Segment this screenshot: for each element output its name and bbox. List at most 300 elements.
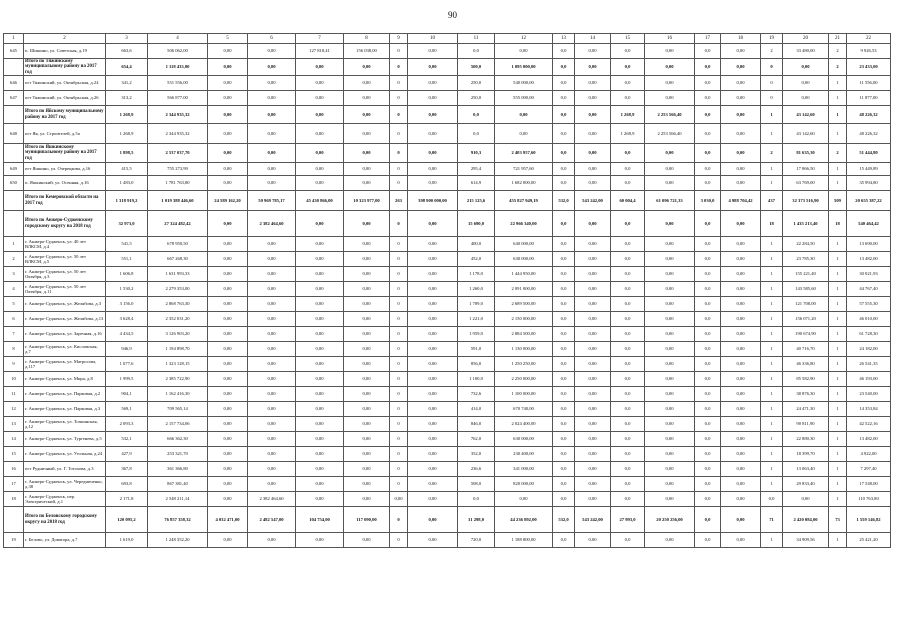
table-row bbox=[4, 91, 891, 106]
table-cell: 2 344 935,32 bbox=[148, 124, 208, 144]
table-cell: 1 559 146,82 bbox=[847, 507, 891, 533]
table-cell: 46 193,00 bbox=[847, 372, 891, 387]
table-cell: 0,00 bbox=[495, 124, 553, 144]
table-cell: 0,00 bbox=[248, 252, 296, 267]
table-cell: 0,00 bbox=[575, 44, 611, 59]
table-row bbox=[4, 533, 891, 548]
table-cell: 0,0 bbox=[611, 462, 645, 477]
column-number: 22 bbox=[847, 34, 891, 44]
table-cell: 1 bbox=[829, 492, 847, 507]
table-cell bbox=[4, 191, 24, 211]
table-cell: 0,00 bbox=[296, 144, 344, 163]
address-cell: пгт Тяжинский, ул. Октябрьская, д.24 bbox=[24, 76, 106, 91]
table-cell: 10 bbox=[4, 372, 24, 387]
table-cell: 0,00 bbox=[645, 282, 695, 297]
table-cell: 0,0 bbox=[553, 357, 575, 372]
table-cell: 0,00 bbox=[296, 447, 344, 462]
table-cell: 0 bbox=[390, 432, 408, 447]
table-cell: 532,1 bbox=[106, 432, 148, 447]
table-cell: 1 631 993,33 bbox=[148, 267, 208, 282]
table-cell: 0,00 bbox=[575, 387, 611, 402]
table-cell: 0,00 bbox=[344, 387, 390, 402]
table-cell: 1 188 800,00 bbox=[495, 533, 553, 548]
table-cell: 0,0 bbox=[553, 252, 575, 267]
table-cell: 13 690,00 bbox=[847, 237, 891, 252]
table-cell bbox=[4, 106, 24, 124]
table-cell: 1 959,0 bbox=[458, 327, 495, 342]
table-cell: 0,00 bbox=[344, 312, 390, 327]
column-number: 20 bbox=[783, 34, 829, 44]
table-cell: 0,00 bbox=[408, 372, 458, 387]
table-cell: 0,00 bbox=[575, 176, 611, 191]
table-cell: 666 362,30 bbox=[148, 432, 208, 447]
address-cell: п. Шишино, ул. Советская, д.19 bbox=[24, 44, 106, 59]
table-cell: 0,0 bbox=[695, 163, 721, 176]
table-cell: 0,00 bbox=[208, 327, 248, 342]
table-cell: 650 bbox=[4, 176, 24, 191]
table-cell: 73 bbox=[829, 507, 847, 533]
table-cell: 0,00 bbox=[408, 447, 458, 462]
table-cell: 0,00 bbox=[575, 357, 611, 372]
table-cell: 0,0 bbox=[553, 144, 575, 163]
table-cell: 0 bbox=[390, 447, 408, 462]
table-cell: 0,0 bbox=[695, 76, 721, 91]
table-cell: 0,00 bbox=[248, 124, 296, 144]
table-cell: 0,0 bbox=[611, 282, 645, 297]
column-number: 4 bbox=[148, 34, 208, 44]
table-cell: 0,00 bbox=[408, 432, 458, 447]
table-cell: 0,00 bbox=[783, 76, 829, 91]
table-cell: 0,0 bbox=[553, 44, 575, 59]
table-cell: 0,00 bbox=[721, 417, 761, 432]
table-cell: 2 403 957,60 bbox=[495, 144, 553, 163]
table-cell: 0,00 bbox=[645, 252, 695, 267]
table-cell: 30 021,93 bbox=[847, 267, 891, 282]
table-cell: 0,0 bbox=[695, 44, 721, 59]
table-cell: 0,00 bbox=[248, 106, 296, 124]
table-cell: 3 030,0 bbox=[695, 191, 721, 211]
table-cell: 0,00 bbox=[344, 357, 390, 372]
table-cell: 0,00 bbox=[344, 144, 390, 163]
column-number: 15 bbox=[611, 34, 645, 44]
table-cell: 15 bbox=[4, 447, 24, 462]
table-cell: 0 bbox=[390, 76, 408, 91]
table-cell: 0 bbox=[390, 462, 408, 477]
table-cell: 0,0 bbox=[695, 211, 721, 237]
table-cell: 2 157 734,06 bbox=[148, 417, 208, 432]
table-cell: 755 273,99 bbox=[148, 163, 208, 176]
table-cell: 0,00 bbox=[208, 533, 248, 548]
table-cell: 0,00 bbox=[208, 312, 248, 327]
table-cell: 3 bbox=[4, 267, 24, 282]
table-cell: 0,00 bbox=[248, 282, 296, 297]
table-cell: 0,00 bbox=[208, 76, 248, 91]
table-cell: 31 298,0 bbox=[458, 507, 495, 533]
table-cell: 1 bbox=[761, 252, 783, 267]
table-cell: 0,00 bbox=[408, 312, 458, 327]
table-cell: 0,00 bbox=[495, 106, 553, 124]
table-cell: 8 bbox=[4, 342, 24, 357]
table-cell: 0,00 bbox=[248, 91, 296, 106]
table-cell: 230 400,00 bbox=[495, 447, 553, 462]
table-cell: 42 522,16 bbox=[847, 417, 891, 432]
table-cell: 946,9 bbox=[106, 342, 148, 357]
table-cell: 0,00 bbox=[408, 91, 458, 106]
table-cell: 19 bbox=[4, 533, 24, 548]
address-cell: г. Анжеро-Судженск, ул. Чередниченко, д.38 bbox=[24, 477, 106, 492]
table-cell: 18 bbox=[761, 211, 783, 237]
table-cell: 0,00 bbox=[721, 282, 761, 297]
table-cell: 0,00 bbox=[575, 297, 611, 312]
address-cell: Итого по Кемеровской области на 2017 год bbox=[24, 191, 106, 211]
table-cell: 0 bbox=[390, 417, 408, 432]
table-cell: 0,00 bbox=[208, 417, 248, 432]
table-cell: 2 bbox=[4, 252, 24, 267]
table-cell: 1 268,9 bbox=[611, 106, 645, 124]
address-cell: Итого по Яшкинскому муниципальному району на 2017 год bbox=[24, 144, 106, 163]
table-cell: 1 bbox=[761, 447, 783, 462]
table-cell: 45 430 866,00 bbox=[296, 191, 344, 211]
table-cell: 0,00 bbox=[408, 477, 458, 492]
table-cell: 0,0 bbox=[553, 327, 575, 342]
table-cell: 0,00 bbox=[208, 163, 248, 176]
address-cell: г. Анжеро-Судженск, ул. 50 лет ВЛКСМ, д.5 bbox=[24, 252, 106, 267]
table-cell: 250,0 bbox=[458, 76, 495, 91]
table-cell: 0 bbox=[390, 163, 408, 176]
table-cell: 0,00 bbox=[783, 91, 829, 106]
table-cell: 81 635,30 bbox=[783, 144, 829, 163]
table-cell: 506 062,00 bbox=[148, 44, 208, 59]
table-cell: 0,0 bbox=[553, 237, 575, 252]
address-cell: пгт Яя, ул. Строителей, д.5а bbox=[24, 124, 106, 144]
table-cell: 0,0 bbox=[695, 402, 721, 417]
table-cell: 0 bbox=[390, 252, 408, 267]
table-cell: 0,00 bbox=[296, 124, 344, 144]
table-cell: 0,00 bbox=[408, 76, 458, 91]
table-row bbox=[4, 237, 891, 252]
table-cell: 0,00 bbox=[344, 447, 390, 462]
table-cell: 0,0 bbox=[611, 447, 645, 462]
table-cell: 20 250 256,00 bbox=[645, 507, 695, 533]
table-cell: 1 118 433,00 bbox=[148, 59, 208, 76]
table-cell: 654,4 bbox=[106, 59, 148, 76]
table-cell: 0,0 bbox=[553, 417, 575, 432]
table-cell: 0,0 bbox=[695, 312, 721, 327]
column-number: 8 bbox=[344, 34, 390, 44]
table-cell: 4 032 471,00 bbox=[208, 507, 248, 533]
table-cell: 1 bbox=[829, 447, 847, 462]
table-cell: 904,1 bbox=[106, 387, 148, 402]
address-cell: г. Анжеро-Судженск, ул. Желябова, д.13 bbox=[24, 312, 106, 327]
table-cell: 0,00 bbox=[344, 297, 390, 312]
table-cell: 1 bbox=[4, 237, 24, 252]
table-cell: 0,00 bbox=[248, 176, 296, 191]
table-cell: 71 bbox=[761, 507, 783, 533]
table-cell: 0,00 bbox=[208, 297, 248, 312]
table-cell: 1 530,2 bbox=[106, 282, 148, 297]
table-cell: 1 bbox=[829, 477, 847, 492]
table-cell: 17 866,50 bbox=[783, 163, 829, 176]
table-cell: 0,00 bbox=[408, 252, 458, 267]
table-cell: 1 bbox=[761, 176, 783, 191]
table-cell: 27 324 482,42 bbox=[148, 211, 208, 237]
table-cell: 32 973,0 bbox=[106, 211, 148, 237]
table-row bbox=[4, 492, 891, 507]
table-cell: 551,1 bbox=[106, 252, 148, 267]
table-cell: 0,0 bbox=[695, 327, 721, 342]
table-cell: 0,0 bbox=[611, 297, 645, 312]
table-cell: 2 253 566,40 bbox=[645, 106, 695, 124]
table-cell: 0,00 bbox=[721, 144, 761, 163]
table-cell: 0,00 bbox=[344, 417, 390, 432]
table-cell: 0,00 bbox=[408, 507, 458, 533]
table-row bbox=[4, 252, 891, 267]
table-cell: 452,0 bbox=[458, 252, 495, 267]
table-cell: 543 242,00 bbox=[575, 191, 611, 211]
table-cell: 1 178,0 bbox=[458, 267, 495, 282]
table-cell: 0,00 bbox=[575, 267, 611, 282]
table-cell: 367,8 bbox=[106, 462, 148, 477]
table-cell: 0,0 bbox=[695, 144, 721, 163]
table-cell: 1 bbox=[761, 417, 783, 432]
table-cell: 0,0 bbox=[611, 492, 645, 507]
table-cell: 0,00 bbox=[575, 163, 611, 176]
table-row bbox=[4, 76, 891, 91]
table-cell: 0,00 bbox=[575, 106, 611, 124]
table-cell: 23 433,00 bbox=[847, 59, 891, 76]
table-cell: 0,0 bbox=[458, 492, 495, 507]
table-row bbox=[4, 402, 891, 417]
table-cell: 0,00 bbox=[721, 372, 761, 387]
table-cell: 910,3 bbox=[458, 144, 495, 163]
table-cell: 143 585,60 bbox=[783, 282, 829, 297]
table-cell: 0,0 bbox=[553, 297, 575, 312]
table-cell: 1 bbox=[761, 297, 783, 312]
table-cell: 0,00 bbox=[408, 533, 458, 548]
table-cell: 0,00 bbox=[296, 237, 344, 252]
table-cell: 20 655 387,22 bbox=[847, 191, 891, 211]
address-cell: п. Яшкинский, ул. Осенняя, д.16 bbox=[24, 176, 106, 191]
table-cell: 0,00 bbox=[721, 462, 761, 477]
table-cell: 0,00 bbox=[248, 372, 296, 387]
table-cell: 0,00 bbox=[296, 372, 344, 387]
table-cell: 1 bbox=[761, 282, 783, 297]
table-cell: 17 548,00 bbox=[847, 477, 891, 492]
table-cell: 0,00 bbox=[248, 432, 296, 447]
table-cell: 0,00 bbox=[248, 477, 296, 492]
table-cell: 0,00 bbox=[208, 211, 248, 237]
table-cell: 0,00 bbox=[721, 492, 761, 507]
table-cell: 0,0 bbox=[553, 106, 575, 124]
table-cell: 0,0 bbox=[695, 267, 721, 282]
column-number: 2 bbox=[24, 34, 106, 44]
table-cell: 23 540,00 bbox=[847, 387, 891, 402]
table-cell: 0,0 bbox=[695, 417, 721, 432]
table-cell: 0,00 bbox=[575, 282, 611, 297]
table-cell: 0,00 bbox=[645, 462, 695, 477]
table-cell: 0,00 bbox=[645, 492, 695, 507]
table-cell: 0,00 bbox=[721, 91, 761, 106]
table-row bbox=[4, 163, 891, 176]
table-cell: 2 382 464,60 bbox=[248, 492, 296, 507]
table-cell: 0,00 bbox=[721, 44, 761, 59]
table-cell: 0,0 bbox=[695, 297, 721, 312]
table-cell: 0,00 bbox=[721, 312, 761, 327]
address-cell: г. Белово, ул. Доватора, д.7 bbox=[24, 533, 106, 548]
table-cell: 0,00 bbox=[344, 176, 390, 191]
table-cell: 398 900 000,00 bbox=[408, 191, 458, 211]
table-cell: 0,00 bbox=[208, 357, 248, 372]
table-cell: 0,00 bbox=[248, 402, 296, 417]
table-cell: 0,00 bbox=[344, 372, 390, 387]
table-cell: 0,0 bbox=[553, 211, 575, 237]
table-cell: 24 471,30 bbox=[783, 402, 829, 417]
table-cell: 2 bbox=[829, 44, 847, 59]
table-cell: 0,00 bbox=[575, 144, 611, 163]
table-cell: 0,00 bbox=[575, 124, 611, 144]
table-cell: 16 bbox=[4, 462, 24, 477]
table-cell: 0,0 bbox=[611, 402, 645, 417]
column-number: 14 bbox=[575, 34, 611, 44]
table-cell: 0 bbox=[761, 91, 783, 106]
table-cell: 1 bbox=[761, 357, 783, 372]
table-cell: 0,00 bbox=[248, 447, 296, 462]
table-cell: 0 bbox=[390, 106, 408, 124]
table-cell: 33 480,00 bbox=[783, 44, 829, 59]
table-cell: 400,0 bbox=[458, 237, 495, 252]
table-cell: 0,00 bbox=[248, 163, 296, 176]
table-cell: 0,0 bbox=[695, 432, 721, 447]
table-cell: 1 bbox=[829, 327, 847, 342]
table-cell: 709 565,14 bbox=[148, 402, 208, 417]
address-cell: Итого по Беловскому городскому округу на 2018 год bbox=[24, 507, 106, 533]
table-cell: 0,00 bbox=[296, 59, 344, 76]
table-cell: 1 999,5 bbox=[106, 372, 148, 387]
table-cell: 1 444 950,00 bbox=[495, 267, 553, 282]
table-cell: 569,1 bbox=[106, 402, 148, 417]
table-cell: 0,00 bbox=[645, 417, 695, 432]
table-cell: 0,00 bbox=[721, 357, 761, 372]
table-cell: 0,00 bbox=[344, 402, 390, 417]
table-cell: 2 093,3 bbox=[106, 417, 148, 432]
table-cell: 0,00 bbox=[721, 477, 761, 492]
table-cell: 1 323 128,15 bbox=[148, 357, 208, 372]
table-cell: 1 483,0 bbox=[106, 176, 148, 191]
table-cell: 0,0 bbox=[553, 342, 575, 357]
table-cell: 0,00 bbox=[296, 312, 344, 327]
table-cell: 1 bbox=[829, 372, 847, 387]
table-cell: 2 bbox=[829, 59, 847, 76]
table-cell: 0,00 bbox=[296, 492, 344, 507]
table-cell: 0,00 bbox=[208, 144, 248, 163]
table-cell: 1 bbox=[829, 237, 847, 252]
table-cell: 0,0 bbox=[695, 372, 721, 387]
table-cell: 15 449,89 bbox=[847, 163, 891, 176]
table-cell: 0 bbox=[390, 237, 408, 252]
table-cell: 1 bbox=[761, 312, 783, 327]
table-cell: 0,00 bbox=[344, 533, 390, 548]
table-cell: 0,00 bbox=[408, 144, 458, 163]
table-cell: 0,0 bbox=[458, 106, 495, 124]
table-cell: 0,00 bbox=[296, 252, 344, 267]
table-cell: 2 884 500,00 bbox=[495, 327, 553, 342]
table-cell: 352,0 bbox=[458, 447, 495, 462]
table-cell: 0,0 bbox=[611, 327, 645, 342]
table-cell: 0,0 bbox=[695, 91, 721, 106]
table-cell: 2 482 547,00 bbox=[248, 507, 296, 533]
table-cell: 0,00 bbox=[575, 432, 611, 447]
table-row bbox=[4, 417, 891, 432]
table-cell: 0,0 bbox=[553, 91, 575, 106]
table-cell: 0,00 bbox=[721, 211, 761, 237]
table-cell: 4 922,00 bbox=[847, 447, 891, 462]
table-cell: 0,00 bbox=[208, 492, 248, 507]
table-cell: 0,00 bbox=[208, 44, 248, 59]
table-cell: 0,00 bbox=[344, 342, 390, 357]
table-cell: 2 382 464,60 bbox=[248, 211, 296, 237]
table-cell: 0,00 bbox=[495, 44, 553, 59]
table-cell: 509 bbox=[829, 191, 847, 211]
table-cell: 0,00 bbox=[408, 44, 458, 59]
table-row bbox=[4, 312, 891, 327]
table-cell: 0,00 bbox=[296, 267, 344, 282]
table-cell: 90 811,90 bbox=[783, 417, 829, 432]
table-cell: 414,0 bbox=[458, 402, 495, 417]
table-cell: 0 bbox=[390, 59, 408, 76]
table-cell: 591,0 bbox=[458, 342, 495, 357]
table-cell: 0,00 bbox=[208, 59, 248, 76]
table-cell: 646 bbox=[4, 76, 24, 91]
table-cell: 0,00 bbox=[248, 417, 296, 432]
table-cell: 22 284,50 bbox=[783, 237, 829, 252]
table-cell: 0,00 bbox=[296, 342, 344, 357]
table-cell: 13 063,40 bbox=[783, 462, 829, 477]
table-cell: 0,0 bbox=[553, 492, 575, 507]
table-cell: 2 171,8 bbox=[106, 492, 148, 507]
table-cell: 732,6 bbox=[458, 387, 495, 402]
table-cell: 35 994,80 bbox=[847, 176, 891, 191]
table-cell: 0,00 bbox=[645, 372, 695, 387]
table-cell: 820 000,00 bbox=[495, 477, 553, 492]
table-cell: 1 619,0 bbox=[106, 533, 148, 548]
table-cell: 0,00 bbox=[645, 163, 695, 176]
address-cell: Итого по Тяжинскому муниципальному району на 2017 год bbox=[24, 59, 106, 76]
table-cell: 17 bbox=[4, 477, 24, 492]
table-cell: 0,00 bbox=[208, 176, 248, 191]
table-cell: 4 988 704,42 bbox=[721, 191, 761, 211]
table-cell: 0,00 bbox=[248, 387, 296, 402]
table-cell: 0,00 bbox=[248, 297, 296, 312]
table-cell: 0,00 bbox=[721, 402, 761, 417]
table-cell: 0,00 bbox=[575, 252, 611, 267]
column-number: 12 bbox=[495, 34, 553, 44]
table-cell: 551 556,00 bbox=[148, 76, 208, 91]
table-cell: 0,00 bbox=[645, 387, 695, 402]
table-cell: 0,0 bbox=[553, 267, 575, 282]
column-number: 16 bbox=[645, 34, 695, 44]
table-cell: 61 096 721,33 bbox=[645, 191, 695, 211]
table-cell: 25 421,20 bbox=[847, 533, 891, 548]
table-cell: 11 bbox=[4, 387, 24, 402]
column-number: 19 bbox=[761, 34, 783, 44]
table-cell: 341 000,00 bbox=[495, 462, 553, 477]
table-cell: 0,00 bbox=[408, 402, 458, 417]
table-cell: 0,00 bbox=[721, 163, 761, 176]
table-cell: 415,5 bbox=[106, 163, 148, 176]
table-cell: 50 969 785,17 bbox=[248, 191, 296, 211]
table-cell: 0,00 bbox=[296, 432, 344, 447]
table-cell: 856,0 bbox=[458, 357, 495, 372]
